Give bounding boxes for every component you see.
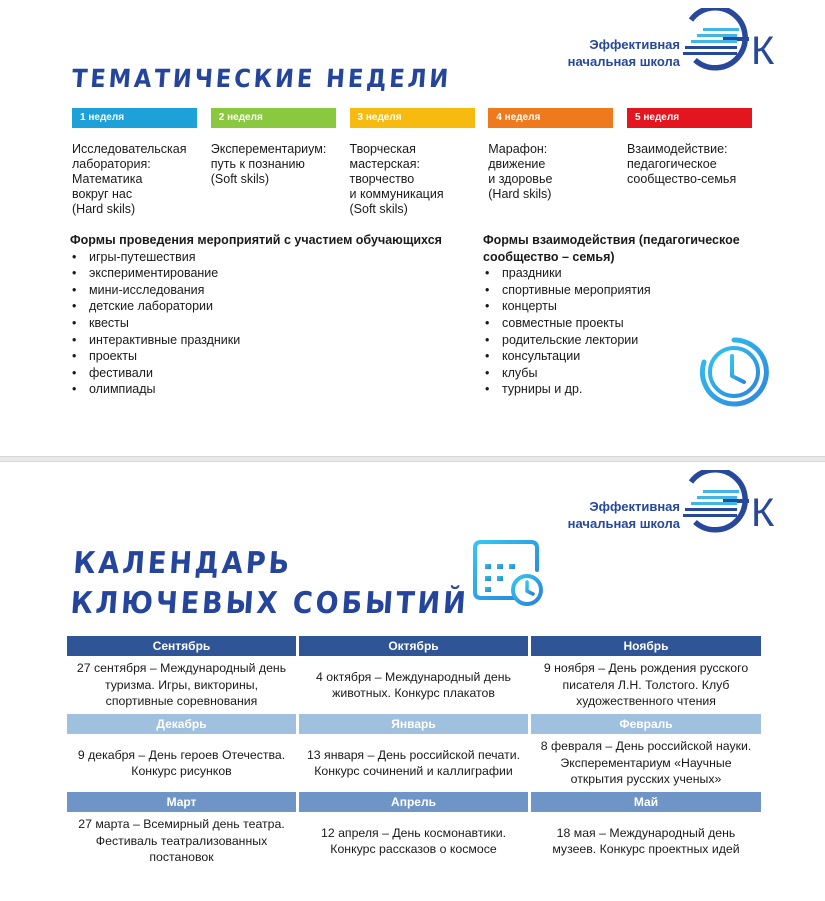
logo-mark-icon <box>683 8 805 72</box>
week-label: 2 неделя <box>211 108 336 128</box>
list-item: • интерактивные праздники <box>70 332 450 349</box>
month-event: 13 января – День российской печати. Конкурс сочинений и каллиграфии <box>306 747 521 778</box>
week-description: Марафон: движение и здоровье (Hard skils) <box>488 142 553 201</box>
month-header: Декабрь <box>67 714 296 734</box>
month-cell <box>299 714 528 792</box>
title-line1: КАЛЕНДАРЬ <box>72 546 294 581</box>
month-header: Ноябрь <box>531 636 761 656</box>
logo-text <box>565 36 680 70</box>
week-column <box>488 108 613 217</box>
month-header: Февраль <box>531 714 761 734</box>
list-item: • фестивали <box>70 365 450 382</box>
list-item: • детские лаборатории <box>70 298 450 315</box>
logo-line2: начальная школа <box>567 516 680 531</box>
month-event: 18 мая – Международный день музеев. Конкурс проектных идей <box>552 825 740 856</box>
logo-text <box>565 498 680 532</box>
list-item: • турниры и др. <box>483 381 753 398</box>
week-description: Исследовательская лаборатория: Математика вокруг нас (Hard skils) <box>72 142 187 216</box>
title-line2: КЛЮЧЕВЫХ СОБЫТИЙ <box>69 586 470 621</box>
month-event: 8 февраля – День российской науки. Эксперементариум «Научные открытия русских ученых» <box>540 739 752 787</box>
list-item: • совместные проекты <box>483 315 753 332</box>
week-description: Эксперементариум: путь к познанию (Soft skils) <box>210 142 327 186</box>
logo-line1: Эффективная <box>589 499 680 514</box>
month-header: Май <box>531 792 761 812</box>
week-description: Творческая мастерская: творчество и коммуникация (Soft skils) <box>349 142 444 216</box>
month-cell <box>531 792 761 870</box>
week-column <box>72 108 197 217</box>
week-label: 1 неделя <box>72 108 197 128</box>
list-item: • праздники <box>483 265 753 282</box>
month-event: 27 сентября – Международный день туризма. Игры, викторины, спортивные соревнования <box>76 661 287 709</box>
month-cell <box>67 636 296 714</box>
list-item: • экспериментирование <box>70 265 450 282</box>
month-event: 4 октября – Международный день животных. Конкурс плакатов <box>316 669 511 700</box>
week-label: 5 неделя <box>627 108 752 128</box>
month-cell <box>67 792 296 870</box>
list-item: • игры-путешествия <box>70 249 450 266</box>
slide-events-calendar <box>0 462 825 901</box>
month-cell <box>299 792 528 870</box>
events-calendar-table <box>67 636 761 870</box>
list-item: • клубы <box>483 365 753 382</box>
month-header: Март <box>67 792 296 812</box>
calendar-icon <box>471 534 545 608</box>
month-event: 9 декабря – День героев Отечества. Конкурс рисунков <box>77 747 286 778</box>
school-logo <box>565 470 805 534</box>
week-description: Взаимодействие: педагогическое сообщество-семья <box>627 142 737 186</box>
student-forms-block <box>70 232 450 398</box>
logo-mark-letter: К <box>751 491 775 534</box>
student-forms-list <box>70 249 450 398</box>
logo-line2: начальная школа <box>567 54 680 69</box>
list-item: • проекты <box>70 348 450 365</box>
logo-line1: Эффективная <box>589 37 680 52</box>
page-title <box>69 544 473 624</box>
month-event: 12 апреля – День космонавтики. Конкурс рассказов о космосе <box>320 825 506 856</box>
logo-mark-letter: К <box>751 29 775 72</box>
logo-mark-icon <box>683 470 805 534</box>
weeks-row <box>72 108 752 217</box>
month-header: Январь <box>299 714 528 734</box>
clock-icon <box>698 336 770 408</box>
week-label: 3 неделя <box>350 108 475 128</box>
month-header: Апрель <box>299 792 528 812</box>
week-label: 4 неделя <box>488 108 613 128</box>
family-forms-title: Формы взаимодействия (педагогическое сообщество – семья) <box>483 233 740 264</box>
month-cell <box>531 636 761 714</box>
month-cell <box>299 636 528 714</box>
week-column <box>350 108 475 217</box>
school-logo <box>565 8 805 72</box>
month-event: 9 ноября – День рождения русского писателя Л.Н. Толстого. Клуб художественного чтения <box>543 661 749 709</box>
list-item: • концерты <box>483 298 753 315</box>
list-item: • консультации <box>483 348 753 365</box>
student-forms-title: Формы проведения мероприятий с участием обучающихся <box>70 233 442 247</box>
list-item: • олимпиады <box>70 381 450 398</box>
list-item: • мини-исследования <box>70 282 450 299</box>
month-cell <box>531 714 761 792</box>
list-item: • спортивные мероприятия <box>483 282 753 299</box>
list-item: • родительские лектории <box>483 332 753 349</box>
list-item: • квесты <box>70 315 450 332</box>
page-title: ТЕМАТИЧЕСКИЕ НЕДЕЛИ <box>70 64 453 93</box>
month-event: 27 марта – Всемирный день театра. Фестиваль театрализованных постановок <box>78 817 285 865</box>
month-header: Сентябрь <box>67 636 296 656</box>
week-column <box>211 108 336 217</box>
week-column <box>627 108 752 217</box>
month-header: Октябрь <box>299 636 528 656</box>
month-cell <box>67 714 296 792</box>
